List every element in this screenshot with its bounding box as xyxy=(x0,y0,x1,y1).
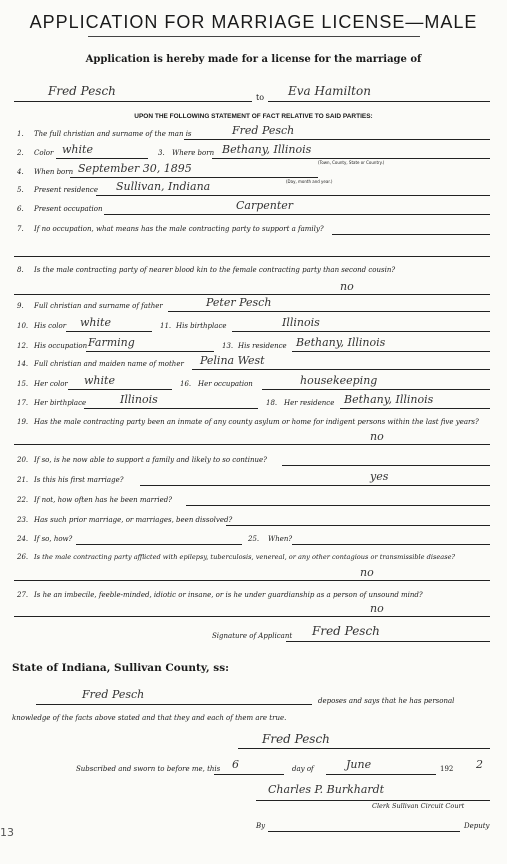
affidavit-text-continued: knowledge of the facts above stated and that they and each of them are true. xyxy=(12,714,287,722)
birth-date-note: (Day, month and year.) xyxy=(286,179,333,184)
answer-line xyxy=(186,505,490,506)
disease-answer: no xyxy=(360,566,374,579)
item-number: 23. xyxy=(17,516,29,524)
answer-line xyxy=(292,544,490,545)
item-label: Is the male contracting party afflicted with epilepsy, tuberculosis, venereal, or any other contagious or transmissible disease? xyxy=(34,553,456,561)
year-suffix: 2 xyxy=(476,758,483,771)
answer-line xyxy=(140,485,490,486)
item-label: Is the male contracting party of nearer blood kin to the female contracting party than second cousin? xyxy=(34,266,396,274)
affidavit-text: deposes and says that he has personal xyxy=(318,697,455,705)
answer-line xyxy=(66,331,152,332)
answer-line xyxy=(168,311,490,312)
answer-line xyxy=(68,389,172,390)
answer-line xyxy=(84,408,258,409)
affiant-signature-line xyxy=(238,748,490,749)
mother-color-value: white xyxy=(84,374,115,387)
year-prefix: 192 xyxy=(440,765,454,773)
item-label: Is this his first marriage? xyxy=(34,476,124,484)
answer-line xyxy=(14,256,490,257)
item-label: Where born xyxy=(172,149,215,157)
blood-kin-answer: no xyxy=(340,280,354,293)
item-label: Her birthplace xyxy=(34,399,87,407)
answer-line xyxy=(292,351,490,352)
item-label: The full christian and surname of the man is xyxy=(34,130,192,138)
answer-line xyxy=(14,616,490,617)
item-label: When born xyxy=(34,168,74,176)
item-number: 4. xyxy=(17,168,24,176)
item-number: 9. xyxy=(17,302,24,310)
father-occupation-value: Farming xyxy=(88,336,135,349)
bride-name: Eva Hamilton xyxy=(288,84,371,98)
item-label: Has the male contracting party been an inmate of any county asylum or home for indigent persons within the last five years? xyxy=(34,418,479,426)
deputy-label: Deputy xyxy=(464,822,490,830)
item-number: 7. xyxy=(17,225,24,233)
signature-line xyxy=(286,641,490,642)
item-number: 18. xyxy=(266,399,278,407)
deputy-line xyxy=(268,831,460,832)
item-number: 27. xyxy=(17,591,29,599)
answer-line xyxy=(14,580,490,581)
answer-line xyxy=(340,408,490,409)
color-value: white xyxy=(62,143,93,156)
mother-birthplace-value: Illinois xyxy=(120,393,158,406)
item-number: 26. xyxy=(17,553,29,561)
answer-line xyxy=(56,158,148,159)
answer-line xyxy=(226,525,490,526)
groom-name: Fred Pesch xyxy=(48,84,116,98)
item-label: His occupation xyxy=(34,342,88,350)
item-number: 10. xyxy=(17,322,29,330)
answer-line xyxy=(262,389,490,390)
item-label: If no occupation, what means has the male contracting party to support a family? xyxy=(34,225,324,233)
answer-line xyxy=(212,158,490,159)
item-number: 12. xyxy=(17,342,29,350)
month-line xyxy=(326,774,436,775)
item-label: Present residence xyxy=(34,186,98,194)
state-county-heading: State of Indiana, Sullivan County, ss: xyxy=(12,662,229,674)
groom-line xyxy=(14,101,252,102)
item-number: 5. xyxy=(17,186,24,194)
bride-line xyxy=(268,101,490,102)
item-number: 11. xyxy=(160,322,172,330)
item-label: Color xyxy=(34,149,54,157)
item-number: 16. xyxy=(180,380,192,388)
item-label: Full christian and surname of father xyxy=(34,302,163,310)
answer-line xyxy=(14,444,490,445)
answer-line xyxy=(70,177,318,178)
answer-line xyxy=(282,465,490,466)
item-number: 8. xyxy=(17,266,24,274)
item-label: Is he an imbecile, feeble-minded, idiotic or insane, or is he under guardianship as a person of unsound mind? xyxy=(34,591,423,599)
form-title: APPLICATION FOR MARRIAGE LICENSE—MALE xyxy=(29,12,478,32)
signature-label: Signature of Applicant xyxy=(212,632,293,640)
item-number: 1. xyxy=(17,130,24,138)
item-label: His color xyxy=(34,322,67,330)
item-label: If so, how? xyxy=(34,535,73,543)
affiant-line xyxy=(36,704,312,705)
item-number: 2. xyxy=(17,149,24,157)
mother-residence-value: Bethany, Illinois xyxy=(344,393,434,406)
clerk-signature-line xyxy=(256,800,490,801)
item-number: 22. xyxy=(17,496,29,504)
clerk-signature: Charles P. Burkhardt xyxy=(268,783,385,796)
item-label: When? xyxy=(268,535,293,543)
item-number: 14. xyxy=(17,360,29,368)
item-number: 3. xyxy=(158,149,165,157)
form-subtitle: Application is hereby made for a license for the marriage of xyxy=(85,54,422,65)
to-label: to xyxy=(256,93,265,102)
item-number: 24. xyxy=(17,535,29,543)
item-label: If not, how often has he been married? xyxy=(34,496,172,504)
item-number: 21. xyxy=(17,476,29,484)
item-label: If so, is he now able to support a family and likely to so continue? xyxy=(34,456,267,464)
residence-value: Sullivan, Indiana xyxy=(116,180,211,193)
applicant-signature: Fred Pesch xyxy=(312,624,380,638)
father-name-value: Peter Pesch xyxy=(206,296,272,309)
item-number: 25. xyxy=(248,535,260,543)
asylum-answer: no xyxy=(370,430,384,443)
unsound-mind-answer: no xyxy=(370,602,384,615)
birthplace-note: (Town, County, State or Country.) xyxy=(318,160,385,165)
item-label: Her residence xyxy=(284,399,335,407)
item-number: 20. xyxy=(17,456,29,464)
margin-mark: 13 xyxy=(0,826,14,839)
item-label: Has such prior marriage, or marriages, been dissolved? xyxy=(34,516,233,524)
answer-line xyxy=(96,195,490,196)
item-number: 13. xyxy=(222,342,234,350)
item-label: His residence xyxy=(238,342,287,350)
father-residence-value: Bethany, Illinois xyxy=(296,336,386,349)
item-label: Present occupation xyxy=(34,205,103,213)
mother-occupation-value: housekeeping xyxy=(300,374,378,387)
father-color-value: white xyxy=(80,316,111,329)
answer-line xyxy=(232,331,490,332)
item-label: His birthplace xyxy=(176,322,227,330)
father-birthplace-value: Illinois xyxy=(282,316,320,329)
birth-date-value: September 30, 1895 xyxy=(78,162,192,175)
section-header: UPON THE FOLLOWING STATEMENT OF FACT RELATIVE TO SAID PARTIES: xyxy=(134,113,373,120)
item-number: 6. xyxy=(17,205,24,213)
affiant-signature: Fred Pesch xyxy=(262,732,330,746)
item-label: Full christian and maiden name of mother xyxy=(34,360,184,368)
first-marriage-answer: yes xyxy=(370,470,389,483)
answer-line xyxy=(76,544,242,545)
mother-name-value: Pelina West xyxy=(200,354,265,367)
answer-line xyxy=(332,234,490,235)
answer-line xyxy=(86,351,214,352)
affiant-name: Fred Pesch xyxy=(82,688,145,701)
item-number: 19. xyxy=(17,418,29,426)
item-number: 17. xyxy=(17,399,29,407)
answer-line xyxy=(192,369,490,370)
day-line xyxy=(214,774,284,775)
day-of-label: day of xyxy=(292,765,314,773)
by-label: By xyxy=(256,822,266,830)
sworn-text: Subscribed and sworn to before me, this xyxy=(76,765,221,773)
item-number: 15. xyxy=(17,380,29,388)
sworn-day: 6 xyxy=(232,758,239,771)
answer-line xyxy=(104,214,490,215)
birthplace-value: Bethany, Illinois xyxy=(222,143,312,156)
clerk-title: Clerk Sullivan Circuit Court xyxy=(372,802,465,810)
occupation-value: Carpenter xyxy=(236,199,294,212)
sworn-month: June xyxy=(346,758,372,771)
item-label: Her occupation xyxy=(198,380,253,388)
item-label: Her color xyxy=(34,380,68,388)
title-underline xyxy=(88,36,420,37)
answer-line xyxy=(14,294,490,295)
answer-line xyxy=(184,139,490,140)
man-full-name: Fred Pesch xyxy=(232,124,295,137)
